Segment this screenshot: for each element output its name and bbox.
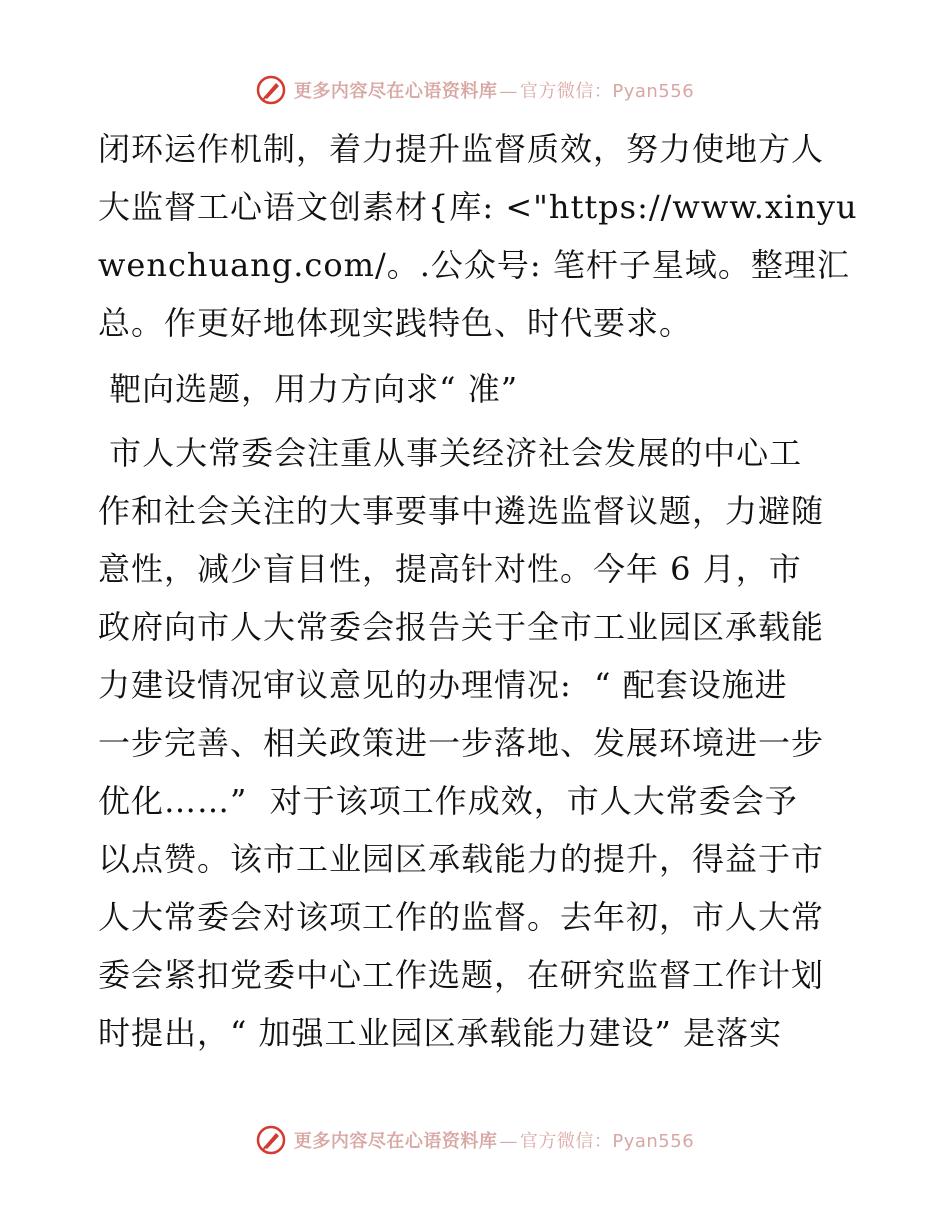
footer-main-text: 更多内容尽在心语资料库 — [293, 1131, 498, 1152]
text-line: 意性，减少盲目性，提高针对性。今年 6 月，市 — [98, 550, 802, 588]
header-main-text: 更多内容尽在心语资料库 — [293, 81, 498, 102]
text-line: 总。作更好地体现实践特色、时代要求。 — [98, 304, 693, 342]
text-line: 委会紧扣党委中心工作选题，在研究监督工作计划 — [98, 956, 825, 994]
text-line: 政府向市人大常委会报告关于全市工业园区承载能 — [98, 608, 825, 646]
paragraph-2 — [98, 424, 858, 1062]
text-line: 人大常委会对该项工作的监督。去年初，市人大常 — [98, 898, 825, 936]
quill-pen-logo-icon — [256, 75, 286, 105]
text-line: 优化……” 对于该项工作成效，市人大常委会予 — [98, 782, 798, 820]
text-line: wenchuang.com/。.公众号: 笔杆子星域。整理汇 — [98, 246, 850, 284]
text-line: 力建设情况审议意见的办理情况: “ 配套设施进 — [98, 666, 788, 704]
text-line: 一步完善、相关政策进一步落地、发展环境进一步 — [98, 724, 825, 762]
text-line: 市人大常委会注重从事关经济社会发展的中心工 — [98, 434, 803, 472]
text-line: 时提出，“ 加强工业园区承载能力建设” 是落实 — [98, 1014, 783, 1052]
quill-pen-logo-icon — [256, 1125, 286, 1155]
text-line: 大监督工心语文创素材{库: <"https://www.xinyu — [98, 188, 858, 226]
footer-wechat-label: 官方微信： — [519, 1131, 613, 1152]
header-banner — [0, 70, 950, 110]
footer-separator: — — [499, 1131, 518, 1152]
header-wechat-label: 官方微信： — [519, 81, 613, 102]
text-line: 作和社会关注的大事要事中遴选监督议题，力避随 — [98, 492, 825, 530]
header-wechat-id: Pyan556 — [612, 81, 695, 102]
text-line: 闭环运作机制，着力提升监督质效，努力使地方人 — [98, 130, 825, 168]
text-line: 以点赞。该市工业园区承载能力的提升，得益于市 — [98, 840, 825, 878]
paragraph-1 — [98, 120, 858, 352]
document-body — [98, 120, 858, 1062]
header-separator: — — [499, 81, 518, 102]
footer-banner-text — [294, 1127, 694, 1153]
footer-banner — [0, 1120, 950, 1160]
header-banner-text — [294, 77, 694, 103]
section-heading: 靶向选题，用力方向求“ 准” — [98, 370, 519, 408]
footer-wechat-id: Pyan556 — [612, 1131, 695, 1152]
